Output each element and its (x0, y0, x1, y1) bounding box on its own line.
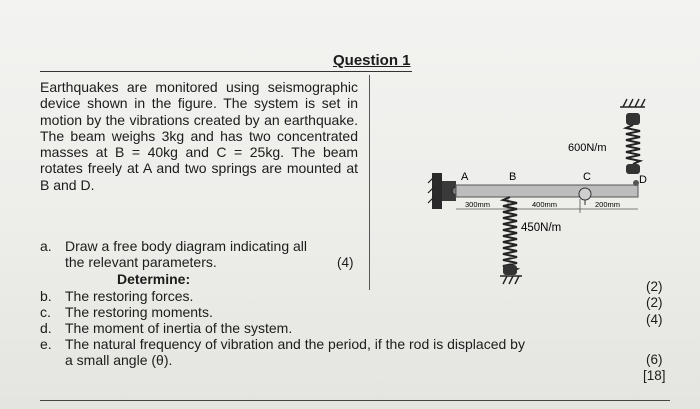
item-d-text: The moment of inertia of the system. (65, 320, 293, 336)
item-b-text: The restoring forces. (65, 288, 194, 304)
item-c-mark: (2) (646, 295, 663, 310)
mass-c (579, 188, 591, 200)
dim-400: 400mm (532, 200, 558, 209)
label-c: C (583, 171, 591, 183)
total-mark: [18] (643, 368, 666, 383)
item-c-letter: c. (40, 304, 51, 320)
bottom-divider (40, 400, 670, 401)
item-e-mark: (6) (646, 352, 663, 367)
spring-d-cap (626, 113, 640, 125)
item-a-letter: a. (40, 238, 52, 254)
item-e-line1: The natural frequency of vibration and the period, if the rod is displaced by (65, 336, 525, 352)
determine-heading: Determine: (117, 271, 191, 287)
joint-d (633, 180, 639, 186)
item-a-mark: (4) (337, 255, 354, 270)
item-a-line2: the relevant parameters. (65, 254, 217, 270)
problem-statement: Earthquakes are monitored using seismographic device shown in the figure. The system is set in motion by the vibrations created by an earthquake. The beam weighs 3kg and has two concentrated masses at B = 40kg and C = 25kg. The beam rotates freely at A and two springs are mounted at B and D. (40, 79, 358, 193)
item-d-mark: (4) (646, 312, 663, 327)
spring-b-coil (503, 197, 517, 272)
item-b-mark: (2) (646, 279, 663, 294)
item-a-line1: Draw a free body diagram indicating all (65, 238, 308, 254)
spring-bottom-label: 450N/m (521, 222, 562, 234)
spring-d-coil (626, 125, 640, 164)
spring-b-end (503, 265, 517, 275)
spring-d-end (626, 164, 640, 174)
label-b: B (509, 171, 517, 183)
beam (456, 185, 638, 197)
pin-support-a (428, 173, 460, 209)
question-title: Question 1 (333, 52, 411, 69)
item-d-letter: d. (40, 320, 52, 336)
label-a: A (461, 171, 469, 183)
item-e-line2: a small angle (θ). (65, 352, 173, 368)
item-b-letter: b. (40, 288, 52, 304)
title-divider (40, 71, 412, 72)
item-c-text: The restoring moments. (65, 304, 213, 320)
statement-divider (369, 75, 370, 290)
bottom-ground-support (500, 276, 522, 284)
label-d: D (639, 174, 647, 186)
top-ground-support (620, 99, 645, 107)
spring-top-label: 600N/m (568, 142, 607, 154)
dim-300: 300mm (465, 200, 491, 209)
dim-200: 200mm (595, 200, 621, 209)
item-e-letter: e. (40, 336, 52, 352)
seismograph-figure (420, 95, 650, 285)
